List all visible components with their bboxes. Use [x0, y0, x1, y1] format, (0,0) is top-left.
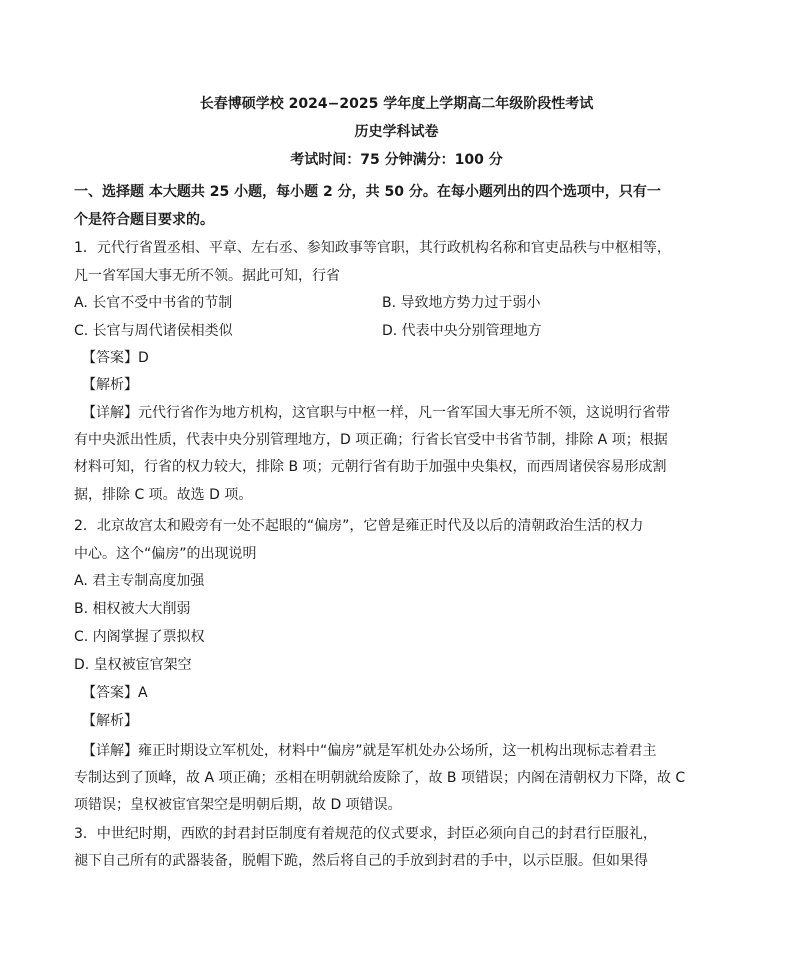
q1-option-d: D. 代表中央分别管理地方 — [382, 323, 542, 339]
q1-option-c: C. 长官与周代诸侯相类似 — [74, 323, 233, 339]
q2-detail-line2: 专制达到了顶峰，故 A 项正确；丞相在明朝就给废除了，故 B 项错误；内阁在清朝权力下降，故 C — [74, 770, 686, 786]
q2-option-b: B. 相权被大大削弱 — [74, 601, 191, 617]
q1-option-a: A. 长官不受中书省的节制 — [74, 295, 233, 311]
exam-info: 考试时间：75 分钟满分：100 分 — [290, 152, 503, 168]
q3-stem-line1: 3．中世纪时期，西欧的封君封臣制度有着规范的仪式要求，封臣必须向自己的封君行臣服礼， — [74, 826, 657, 842]
q2-analysis-label: 【解析】 — [82, 713, 138, 729]
q1-analysis-label: 【解析】 — [82, 377, 138, 393]
q1-option-b: B. 导致地方势力过于弱小 — [382, 295, 541, 311]
q3-stem-line2: 褪下自己所有的武器装备，脱帽下跪，然后将自己的手放到封君的手中，以示臣服。但如果得 — [74, 853, 648, 869]
q1-detail-line2: 有中央派出性质，代表中央分别管理地方，D 项正确；行省长官受中书省节制，排除 A 项；根据 — [74, 432, 668, 448]
q2-option-c: C. 内阁掌握了票拟权 — [74, 629, 205, 645]
q1-stem-line2: 凡一省军国大事无所不领。据此可知，行省 — [74, 268, 340, 284]
section-heading-line2: 个是符合题目要求的。 — [74, 212, 214, 228]
q1-answer: 【答案】D — [82, 350, 149, 366]
section-heading-line1: 一、选择题 本大题共 25 小题，每小题 2 分，共 50 分。在每小题列出的四个选项中，只有一 — [74, 184, 661, 200]
q1-detail-line1: 【详解】元代行省作为地方机构，这官职与中枢一样，凡一省军国大事无所不领，这说明行省带 — [82, 405, 670, 421]
q2-answer: 【答案】A — [82, 685, 148, 701]
q2-detail-line3: 项错误；皇权被宦官架空是明朝后期，故 D 项错误。 — [74, 797, 402, 813]
q1-stem-line1: 1．元代行省置丞相、平章、左右丞、参知政事等官职，其行政机构名称和官吏品秩与中枢相等， — [74, 240, 671, 256]
q1-detail-line3: 材料可知，行省的权力较大，排除 B 项；元朝行省有助于加强中央集权，而西周诸侯容易形成割 — [74, 459, 667, 475]
school-title: 长春博硕学校 2024−2025 学年度上学期高二年级阶段性考试 — [199, 96, 594, 112]
q2-option-d: D. 皇权被宦官架空 — [74, 657, 192, 673]
q1-detail-line4: 据，排除 C 项。故选 D 项。 — [74, 487, 253, 503]
q2-option-a: A. 君主专制高度加强 — [74, 573, 205, 589]
q2-stem-line2: 中心。这个“偏房”的出现说明 — [74, 546, 257, 562]
q2-detail-line1: 【详解】雍正时期设立军机处，材料中“偏房”就是军机处办公场所，这一机构出现标志着君主 — [82, 743, 657, 759]
q2-stem-line1: 2．北京故宫太和殿旁有一处不起眼的“偏房”，它曾是雍正时代及以后的清朝政治生活的权力 — [74, 518, 644, 534]
subject-title: 历史学科试卷 — [354, 124, 439, 140]
